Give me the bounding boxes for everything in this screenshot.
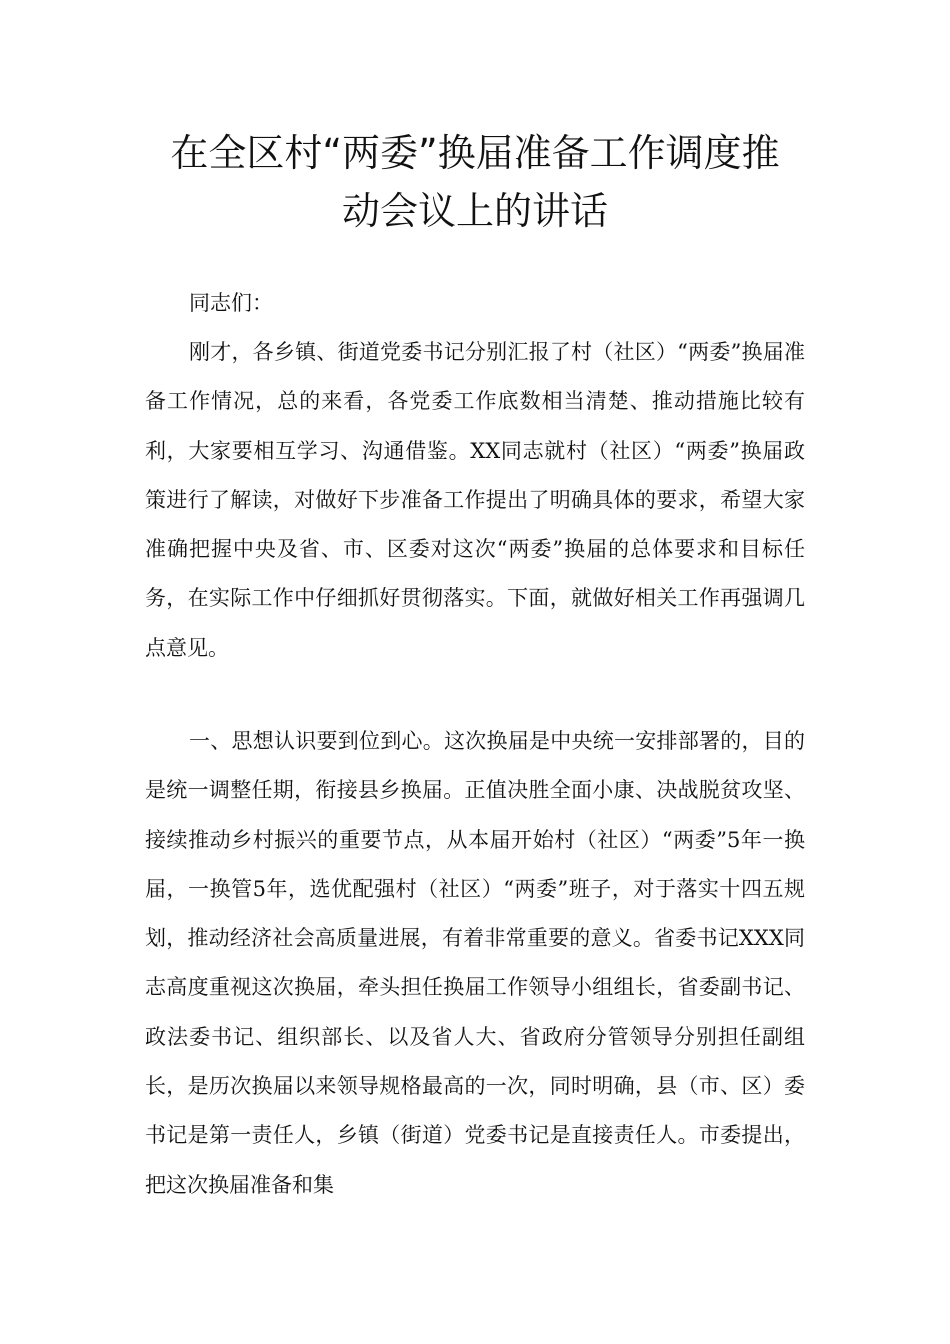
paragraph-section-one: 一、思想认识要到位到心。这次换届是中央统一安排部署的，目的是统一调整任期，衔接县乡换届。正值决胜全面小康、决战脱贫攻坚、接续推动乡村振兴的重要节点，从本届开始村（社区）“两委”5年一换届，一换管5年，选优配强村（社区）“两委”班子，对于落实十四五规划，推动经济社会高质量进展，有着非常重要的意义。省委书记XXX同志高度重视这次换届，牵头担任换届工作领导小组组长，省委副书记、政法委书记、组织部长、以及省人大、省政府分管领导分别担任副组长，是历次换届以来领导规格最高的一次，同时明确，县（市、区）委书记是第一责任人，乡镇（街道）党委书记是直接责任人。市委提出，把这次换届准备和集 — [145, 729, 805, 1197]
paragraph-opening: 刚才，各乡镇、街道党委书记分别汇报了村（社区）“两委”换届准备工作情况，总的来看，各党委工作底数相当清楚、推动措施比较有利，大家要相互学习、沟通借鉴。XX同志就村（社区）“两委”换届政策进行了解读，对做好下步准备工作提出了明确具体的要求，希望大家准确把握中央及省、市、区委对这次“两委”换届的总体要求和目标任务，在实际工作中仔细抓好贯彻落实。下面，就做好相关工作再强调几点意见。 — [145, 340, 805, 660]
title-line-1: 在全区村“两委”换届准备工作调度推 — [170, 131, 780, 175]
document-title — [130, 124, 820, 240]
salutation: 同志们： — [189, 291, 273, 315]
title-line-2: 动会议上的讲话 — [341, 189, 608, 233]
